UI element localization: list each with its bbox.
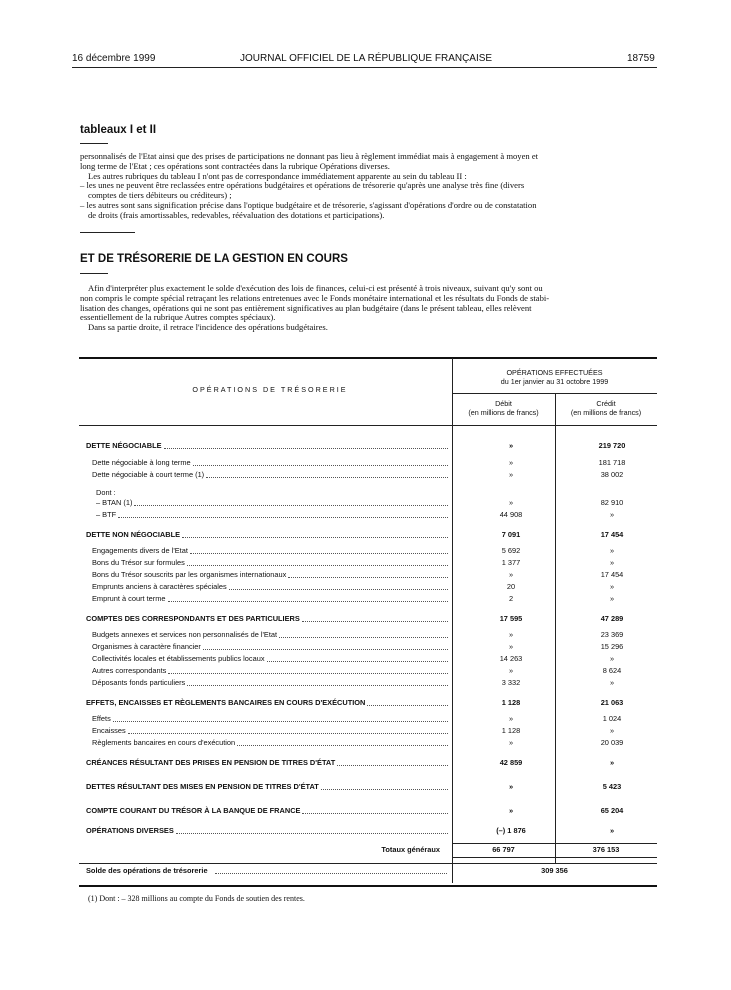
debit-cell: » [508,738,514,747]
solde-leader-dots [215,873,447,874]
credit-cell: 219 720 [598,441,626,450]
leader-dots [279,637,448,638]
debit-cell: » [508,806,514,815]
section2-text [80,284,646,333]
debit-cell: (–) 1 876 [496,826,526,835]
credit-cell: 47 289 [600,614,624,623]
leader-dots [168,601,448,602]
row-label: Dette négociable à court terme (1) [92,470,205,479]
credit-cell: » [609,726,615,735]
table-row [86,726,646,737]
credit-cell: » [609,546,615,555]
section2-short-rule [80,273,108,274]
section1-line: long terme de l'Etat ; ces opérations sont contractées dans la rubrique Opérations diverses. [80,160,390,171]
row-label: Bons du Trésor sur formules [92,558,185,567]
header-journal-title: JOURNAL OFFICIEL DE LA RÉPUBLIQUE FRANÇAISE [240,53,493,64]
column-header-debit-unit: (en millions de francs) [468,408,539,417]
leader-dots [302,621,448,622]
section1-title: tableaux I et II [80,124,157,136]
section1-line: personnalisés de l'Etat ainsi que des prises de participations ne donnant pas lieu à règlement immédiat mais à engagement à moyen et [80,151,539,161]
leader-dots [267,661,448,662]
leader-dots [176,833,448,834]
leader-dots [164,448,448,449]
row-label: – BTAN (1) [96,498,133,507]
row-label: Emprunts anciens à caractères spéciales [92,582,227,591]
header-page-number: 18759 [627,53,655,64]
credit-cell: 38 002 [600,470,624,479]
row-label: Budgets annexes et services non personnalisés de l'Etat [92,630,278,639]
row-label: CRÉANCES RÉSULTANT DES PRISES EN PENSION DE TITRES D'ÉTAT [86,758,336,767]
column-header-effected-title: OPÉRATIONS EFFECTUÉES [506,368,603,377]
table-row [86,714,646,725]
credit-cell: 17 454 [600,570,624,579]
table-row [86,546,646,557]
leader-dots [168,673,448,674]
row-label: COMPTE COURANT DU TRÉSOR À LA BANQUE DE FRANCE [86,806,301,815]
footnote: (1) Dont : – 328 millions au compte du Fonds de soutien des rentes. [88,894,305,903]
table-row [86,510,646,521]
column-header-operations: OPÉRATIONS DE TRÉSORERIE [192,385,348,394]
row-label: Engagements divers de l'Etat [92,546,188,555]
debit-cell: 5 692 [501,546,521,555]
table-row [86,614,646,625]
table-row [86,678,646,689]
table-row [86,642,646,653]
leader-dots [367,705,448,706]
credit-cell: » [609,758,615,767]
credit-cell: 21 063 [600,698,624,707]
row-label: DETTE NÉGOCIABLE [86,441,162,450]
row-label: Dette négociable à long terme [92,458,191,467]
table-row [86,758,646,769]
column-header-credit: Crédit [596,399,616,408]
credit-cell: » [609,510,615,519]
section1-end-rule [80,232,135,233]
leader-dots [237,745,448,746]
row-label: Emprunt à court terme [92,594,166,603]
table-rule-subheader [452,393,657,394]
table-row [86,594,646,605]
credit-cell: 20 039 [600,738,624,747]
row-label: Organismes à caractère financier [92,642,201,651]
leader-dots [203,649,448,650]
section2-line: essentiellement de la rubrique Autres comptes spéciaux). [80,312,276,323]
table-rule-totals-top [452,843,657,844]
leader-dots [321,789,448,790]
debit-cell: » [508,470,514,479]
credit-cell: 8 624 [602,666,622,675]
leader-dots [288,577,448,578]
table-row [86,630,646,641]
row-label: COMPTES DES CORRESPONDANTS ET DES PARTICULIERS [86,614,300,623]
row-label: Encaisses [92,726,126,735]
leader-dots [229,589,448,590]
credit-cell: » [609,826,615,835]
debit-cell: » [508,666,514,675]
section2-line: lisation des changes, opérations qui ne sont pas entièrement significatives au plan budgétaire (dans le présent tableau, elles relèvent [80,302,532,313]
column-header-effected-period: du 1er janvier au 31 octobre 1999 [500,377,609,386]
row-label: Déposants fonds particuliers [92,678,186,687]
credit-cell: » [609,678,615,687]
credit-cell: 15 296 [600,642,624,651]
leader-dots [182,537,448,538]
table-rule-header [79,425,657,426]
table-row [86,738,646,749]
credit-cell: 65 204 [600,806,624,815]
row-label: Autres correspondants [92,666,167,675]
header-date: 16 décembre 1999 [72,53,156,64]
credit-cell: 82 910 [600,498,624,507]
debit-cell: » [508,441,514,450]
debit-cell: » [508,570,514,579]
section1-line: Les autres rubriques du tableau I n'ont pas de correspondance immédiatement apparente au sein du tableau II : [88,170,467,181]
row-label: Effets [92,714,111,723]
leader-dots [302,813,448,814]
credit-cell: » [609,594,615,603]
row-label: OPÉRATIONS DIVERSES [86,826,174,835]
solde-value: 309 356 [541,866,568,875]
table-row [86,498,646,509]
totals-debit: 66 797 [492,845,515,854]
leader-dots [337,765,448,766]
section1-line: – les unes ne peuvent être reclassées entre opérations budgétaires et opérations de trésorerie qu'après une analyse très fine (divers [80,180,525,191]
section1-text [80,152,646,221]
debit-cell: » [508,630,514,639]
table-rule-solde [79,863,657,864]
leader-dots [206,477,448,478]
column-header-credit-unit: (en millions de francs) [570,408,642,417]
solde-label: Solde des opérations de trésorerie [86,866,208,875]
leader-dots [187,565,448,566]
credit-cell: 181 718 [598,458,626,467]
debit-cell: » [508,458,514,467]
row-label: EFFETS, ENCAISSES ET RÈGLEMENTS BANCAIRES EN COURS D'EXÉCUTION [86,698,366,707]
table-row [86,826,646,837]
row-label: Collectivités locales et établissements publics locaux [92,654,265,663]
table-rule-totals-bottom [452,857,657,858]
row-label: DETTES RÉSULTANT DES MISES EN PENSION DE TITRES D'ÉTAT [86,782,319,791]
leader-dots [118,517,448,518]
section2-line: Dans sa partie droite, il retrace l'incidence des opérations budgétaires. [88,322,328,333]
section1-line: de droits (frais amortissables, redevables, réévaluation des dotations et participations). [88,209,385,220]
debit-cell: » [508,714,514,723]
column-header-debit: Débit [495,399,512,408]
table-row [86,806,646,817]
leader-dots [187,685,448,686]
row-label: Dont : [96,488,116,497]
credit-cell: 1 024 [602,714,622,723]
debit-cell: » [508,642,514,651]
credit-cell: » [609,558,615,567]
table-row [86,458,646,469]
debit-cell: 1 128 [501,698,521,707]
header-rule [72,67,657,68]
row-label: Bons du Trésor souscrits par les organismes internationaux [92,570,287,579]
credit-cell: » [609,654,615,663]
table-row [86,654,646,665]
table-row [86,782,646,793]
credit-cell: 17 454 [600,530,624,539]
debit-cell: 7 091 [501,530,521,539]
table-row [86,470,646,481]
debit-cell: 17 595 [499,614,523,623]
section2-line: non compris le compte spécial retraçant les relations entretenues avec le Fonds monétaire international et les résultats du Fonds de stabi- [80,292,550,303]
debit-cell: » [508,782,514,791]
table-row [86,570,646,581]
debit-cell: » [508,498,514,507]
totals-label: Totaux généraux [381,845,440,854]
debit-cell: 20 [506,582,516,591]
leader-dots [128,733,448,734]
leader-dots [113,721,448,722]
section2-title: ET DE TRÉSORERIE DE LA GESTION EN COURS [80,253,348,265]
leader-dots [193,465,448,466]
debit-cell: 3 332 [501,678,521,687]
section1-line: comptes de tiers débiteurs ou créditeurs) ; [88,190,232,201]
debit-cell: 44 908 [499,510,523,519]
table-row [86,558,646,569]
credit-cell: 23 369 [600,630,624,639]
debit-cell: 2 [508,594,514,603]
table-row [86,582,646,593]
leader-dots [190,553,448,554]
debit-cell: 1 128 [501,726,521,735]
totals-credit: 376 153 [592,845,620,854]
table-row [86,666,646,677]
row-label: DETTE NON NÉGOCIABLE [86,530,181,539]
row-label: – BTF [96,510,117,519]
credit-cell: » [609,582,615,591]
debit-cell: 42 859 [499,758,523,767]
section1-short-rule [80,143,108,144]
credit-cell: 5 423 [602,782,622,791]
debit-cell: 1 377 [501,558,521,567]
table-row [86,530,646,541]
row-label: Règlements bancaires en cours d'exécution [92,738,236,747]
table-row [86,441,646,452]
section1-line: – les autres sont sans signification précise dans l'optique budgétaire et de trésorerie, s'agissant d'opérations d'ordre ou de constatation [80,199,537,210]
section2-line: Afin d'interpréter plus exactement le solde d'exécution des lois de finances, celui-ci est présenté à trois niveaux, suivant qu'y sont ou [88,283,543,293]
debit-cell: 14 263 [499,654,523,663]
table-row [86,698,646,709]
leader-dots [134,505,448,506]
